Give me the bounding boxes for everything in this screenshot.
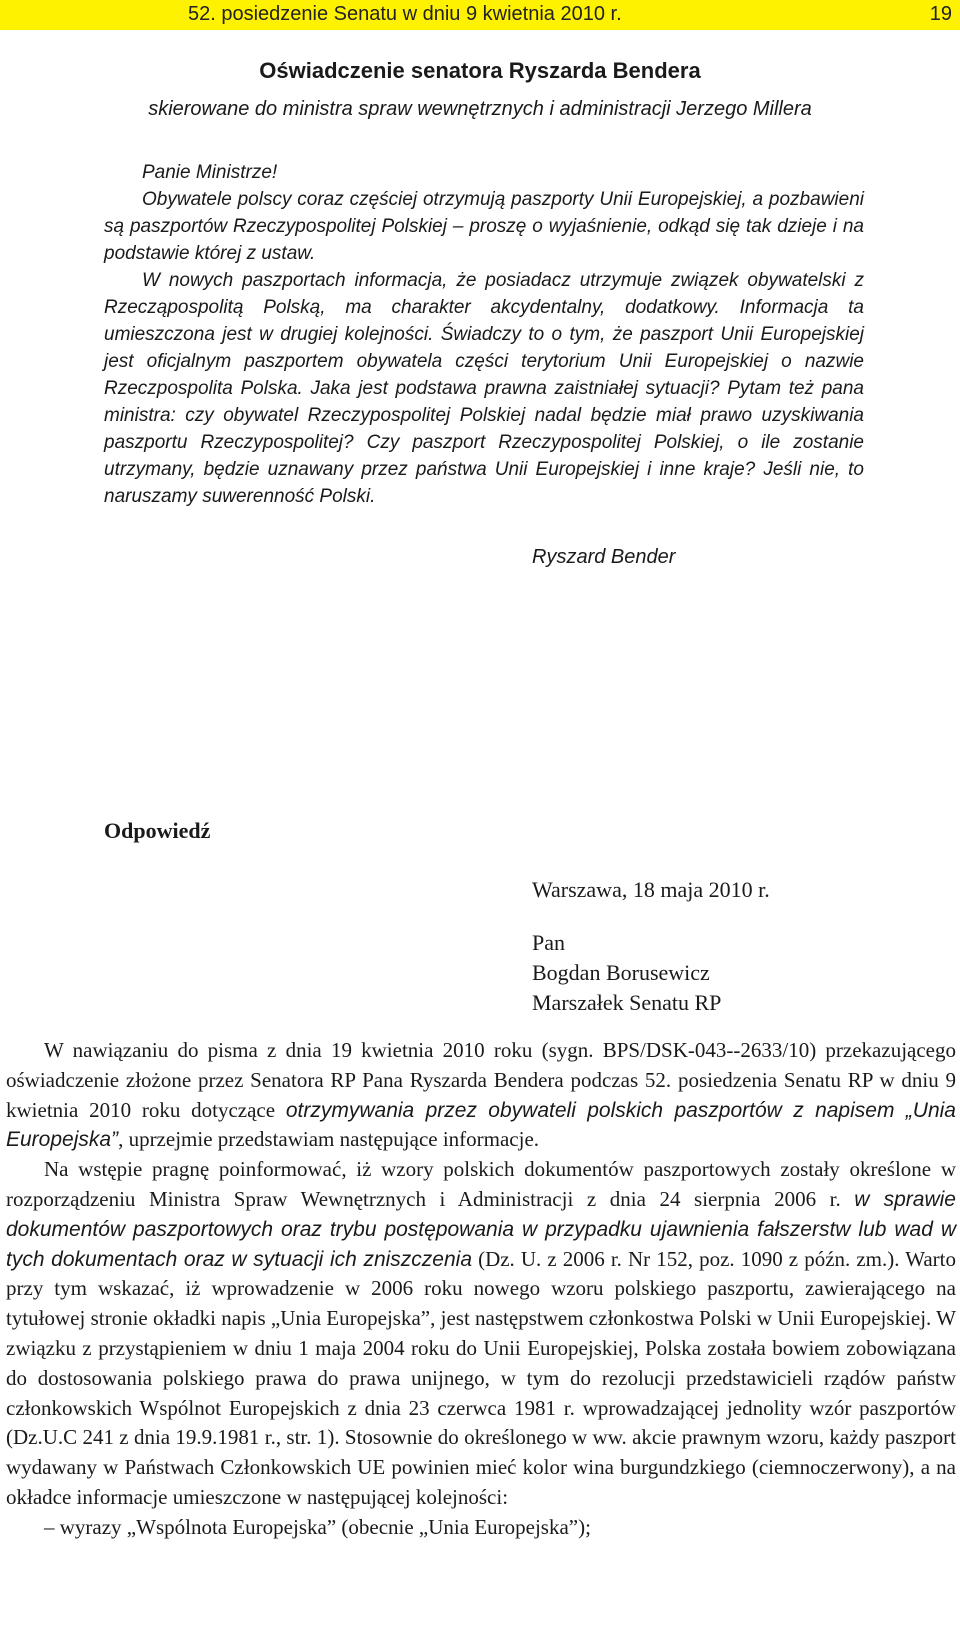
reply-italic-text: w sprawie dokumentów paszportowych oraz trybu postępowania w przypadku ujawnienia fałszerstw lub wad w tych dokumentach oraz w sytuacji ich zniszczenia <box>6 1187 956 1271</box>
reply-paragraph <box>6 1036 956 1155</box>
place-date: Warszawa, 18 maja 2010 r. <box>532 877 770 902</box>
reply-italic-text: otrzymywania przez obywateli polskich paszportów z napisem „Unia Europejska” <box>6 1098 956 1152</box>
reply-text: (Dz. U. z 2006 r. Nr 152, poz. 1090 z późn. zm.). Warto przy tym wskazać, iż wprowadzenie w 2006 roku nowego wzoru polskiego paszportu, zawierającego na tytułowej stronie okładki napis „Unia Europejska”, jest następstwem członkostwa Polski w Unii Europejskiej. W związku z przystąpieniem w dniu 1 maja 2004 roku do Unii Europejskiej, Polska została bowiem zobowiązana do dostosowania polskiego prawa do prawa unijnego, w tym do rezolucji przedstawicieli rządów państw członkowskich Wspólnot Europejskich z dnia 23 czerwca 1981 r. wprowadzającej jednolity wzór paszportów (Dz.U.C 241 z dnia 19.9.1981 r., str. 1). Stosownie do określonego w ww. akcie prawnym wzoru, każdy paszport wydawany w Państwach Członkowskich UE powinien mieć kolor wina burgundzkiego (ciemnoczerwony), a na okładce informacje umieszczone w następującej kolejności: <box>6 1246 956 1509</box>
salutation: Panie Ministrze! <box>142 162 278 183</box>
signature: Ryszard Bender <box>532 546 676 568</box>
reply-heading: Odpowiedź <box>104 818 211 843</box>
statement-title: Oświadczenie senatora Ryszarda Bendera <box>259 58 701 83</box>
statement-subtitle: skierowane do ministra spraw wewnętrznych i administracji Jerzego Millera <box>148 98 812 120</box>
statement-paragraph: W nowych paszportach informacja, że posiadacz utrzymuje związek obywatelski z Rzecząpospolitą Polską, ma charakter akcydentalny, dodatkowy. Informacja ta umieszczona jest w drugiej kolejności. Świadczy to o tym, że paszport Unii Europejskiej jest oficjalnym paszportem obywatela części terytorium Unii Europejskiej o nazwie Rzeczpospolita Polska. Jaka jest podstawa prawna zaistniałej sytuacji? Pytam też pana ministra: czy obywatel Rzeczypospolitej Polskiej nadal będzie miał prawo uzyskiwania paszportu Rzeczypospolitej? Czy paszport Rzeczypospolitej Polskiej, o ile zostanie utrzymany, będzie uznawany przez państwa Unii Europejskiej i inne kraje? Jeśli nie, to naruszamy suwerenność Polski. <box>104 270 864 507</box>
reply-text: Na wstępie pragnę poinformować, iż wzory polskich dokumentów paszportowych zostały określone w rozporządzeniu Ministra Spraw Wewnętrznych i Administracji z dnia 24 sierpnia 2006 r. <box>6 1157 956 1211</box>
reply-body <box>6 1036 956 1543</box>
addressee-line: Marszałek Senatu RP <box>532 990 722 1015</box>
running-header <box>0 0 960 30</box>
list-item: – wyrazy „Wspólnota Europejska” (obecnie „Unia Europejska”); <box>44 1514 591 1539</box>
reply-text: , uprzejmie przedstawiam następujące informacje. <box>118 1127 540 1152</box>
header-title: 52. posiedzenie Senatu w dniu 9 kwietnia 2010 r. <box>188 3 622 25</box>
reply-text: W nawiązaniu do pisma z dnia 19 kwietnia 2010 roku (sygn. BPS/DSK-043--2633/10) przekazującego oświadczenie złożone przez Senatora RP Pana Ryszarda Bendera podczas 52. posiedzenia Senatu RP w dniu 9 kwietnia 2010 roku dotyczące <box>6 1038 956 1122</box>
statement-paragraph: Obywatele polscy coraz częściej otrzymują paszporty Unii Europejskiej, a pozbawieni są paszportów Rzeczypospolitej Polskiej – proszę o wyjaśnienie, odkąd się tak dzieje i na podstawie której z ustaw. <box>104 189 864 264</box>
reply-paragraph <box>6 1155 956 1513</box>
addressee-line: Pan <box>532 930 565 955</box>
page-number: 19 <box>929 3 952 25</box>
addressee-line: Bogdan Borusewicz <box>532 960 710 985</box>
statement-body <box>104 159 864 510</box>
addressee-block <box>532 928 721 1018</box>
